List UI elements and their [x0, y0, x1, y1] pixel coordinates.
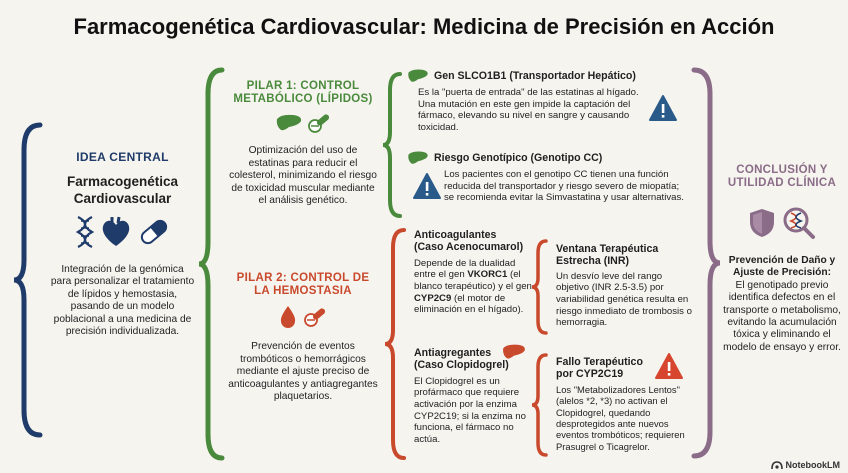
- ventana-panel: [556, 243, 696, 329]
- anticoag-panel: [414, 229, 534, 316]
- warning-icon: [412, 172, 442, 200]
- pilar2-heading-2: LA HEMOSTASIA: [254, 285, 352, 297]
- idea-heading: IDEA CENTRAL: [76, 150, 169, 164]
- slco-panel: [406, 68, 684, 133]
- riesgo-panel: [406, 150, 686, 204]
- notebooklm-logo: [771, 460, 841, 470]
- ventana-text: Un desvío leve del rango objetivo (INR 2.5-3.5) por variabilidad genética resulta en riesgo inmediato de trombosis o hemorragia.: [556, 270, 692, 329]
- slco-title: Gen SLCO1B1 (Transportador Hepático): [434, 69, 636, 82]
- pilar2-text: Prevención de eventos trombóticos o hemorrágicos mediante el ajuste preciso de anticoagulantes y antiagregantes plaquetarios.: [228, 341, 378, 403]
- riesgo-text: Los pacientes con el genotipo CC tienen una función reducida del transportador y riesgo severo de miopatía; se recomienda evitar la Simvastatina y usar alternativas.: [444, 169, 684, 204]
- pill-icon: [307, 112, 331, 134]
- pilar2-heading-1: PILAR 2: CONTROL DE: [236, 272, 370, 284]
- pill-icon: [303, 306, 327, 328]
- notebooklm-brand: NotebookLM: [785, 460, 840, 470]
- antiag-detail-brace: [530, 352, 550, 458]
- conclusion-brace: [690, 66, 724, 460]
- notebooklm-logo-icon: [771, 460, 783, 470]
- pilar1-detail-brace: [380, 70, 404, 220]
- dna-icon: [75, 215, 95, 249]
- idea-icons: [50, 214, 195, 250]
- anticoag-title-2: (Caso Acenocumarol): [414, 241, 524, 254]
- pilar2-detail-brace: [382, 226, 408, 462]
- anticoag-detail-brace: [530, 238, 550, 336]
- pilar2-icons: [228, 305, 378, 329]
- fallo-title-2: por CYP2C19: [556, 368, 624, 381]
- slco-text: Es la "puerta de entrada" de las estatinas al hígado. Una mutación en este gen impide la captación del fármaco, elevando su nivel en sangre y causando toxicidad.: [418, 87, 639, 133]
- idea-central-panel: [50, 150, 195, 338]
- pilar1-heading-1: PILAR 1: CONTROL: [246, 80, 360, 92]
- anticoag-text-c: (el motor de eliminación en el hígado).: [414, 292, 524, 316]
- pilar-brace: [196, 66, 226, 462]
- idea-brace: [10, 120, 46, 440]
- liver-icon: [406, 68, 430, 84]
- fallo-title-1: Fallo Terapéutico: [556, 356, 643, 368]
- riesgo-title: Riesgo Genotípico (Genotipo CC): [434, 151, 603, 164]
- conclusion-text: El genotipado previo identifica defectos en el transporte o metabolismo, evitando la acumulación tóxica y eliminando el modelo de ensayo y error.: [723, 279, 841, 353]
- idea-name-1: Farmacogenética: [66, 174, 179, 189]
- conclusion-icons: [722, 205, 842, 241]
- fallo-text: Los "Metabolizadores Lentos" (alelos *2, *3) no activan el Clopidogrel, quedando desprotegidos ante nuevos eventos trombóticos; requieren Prasugrel o Ticagrelor.: [556, 383, 685, 452]
- conclusion-heading-2: UTILIDAD CLÍNICA: [727, 177, 837, 189]
- antiag-title-1: Antiagregantes: [414, 347, 492, 359]
- magnifier-dna-icon: [782, 206, 816, 240]
- conclusion-bold: Prevención de Daño y Ajuste de Precisión:: [728, 255, 836, 279]
- ventana-title-2: Estrecha (INR): [556, 255, 629, 268]
- liver-icon: [406, 150, 430, 166]
- pill-icon: [137, 217, 171, 247]
- pilar1-panel: [228, 80, 378, 208]
- pilar1-text: Optimización del uso de estatinas para reducir el colesterol, minimizando el riesgo de toxicidad muscular mediante el análisis genético.: [229, 145, 377, 207]
- anticoag-text-b: (el blanco terapéutico) y el gen: [414, 269, 532, 292]
- anticoag-gene-cyp2c9: CYP2C9: [414, 292, 452, 304]
- heart-icon: [99, 215, 133, 249]
- warning-icon: [654, 352, 684, 380]
- conclusion-heading-1: CONCLUSIÓN Y: [736, 164, 828, 176]
- anticoag-gene-vkorc1: VKORC1: [467, 269, 508, 281]
- idea-name-2: Cardiovascular: [73, 191, 172, 206]
- ventana-title-1: Ventana Terapéutica: [556, 243, 659, 255]
- anticoag-title-1: Anticoagulantes: [414, 229, 497, 241]
- page-title: Farmacogenética Cardiovascular: Medicina de Precisión en Acción: [73, 14, 775, 39]
- pilar2-panel: [228, 272, 378, 404]
- conclusion-panel: [722, 164, 842, 354]
- blood-drop-icon: [279, 305, 297, 329]
- warning-icon: [648, 94, 678, 122]
- pilar1-icons: [228, 111, 378, 135]
- antiag-text: El Clopidogrel es un profármaco que requiere activación por la enzima CYP2C19; si la enzima no funciona, el fármaco no actúa.: [414, 375, 526, 445]
- shield-icon: [748, 207, 776, 239]
- liver-icon: [500, 343, 528, 361]
- liver-icon: [275, 113, 303, 133]
- anticoag-text: [414, 258, 534, 316]
- idea-text: Integración de la genómica para personalizar el tratamiento de lípidos y hemostasia, pasando de un modelo poblacional a una medicina de precisión individualizada.: [50, 264, 195, 338]
- antiag-title-2: (Caso Clopidogrel): [414, 359, 509, 372]
- antiag-panel: [414, 347, 530, 445]
- anticoag-text-a: Depende de la dualidad entre el gen: [414, 257, 516, 281]
- pilar1-heading-2: METABÓLICO (LÍPIDOS): [233, 93, 373, 105]
